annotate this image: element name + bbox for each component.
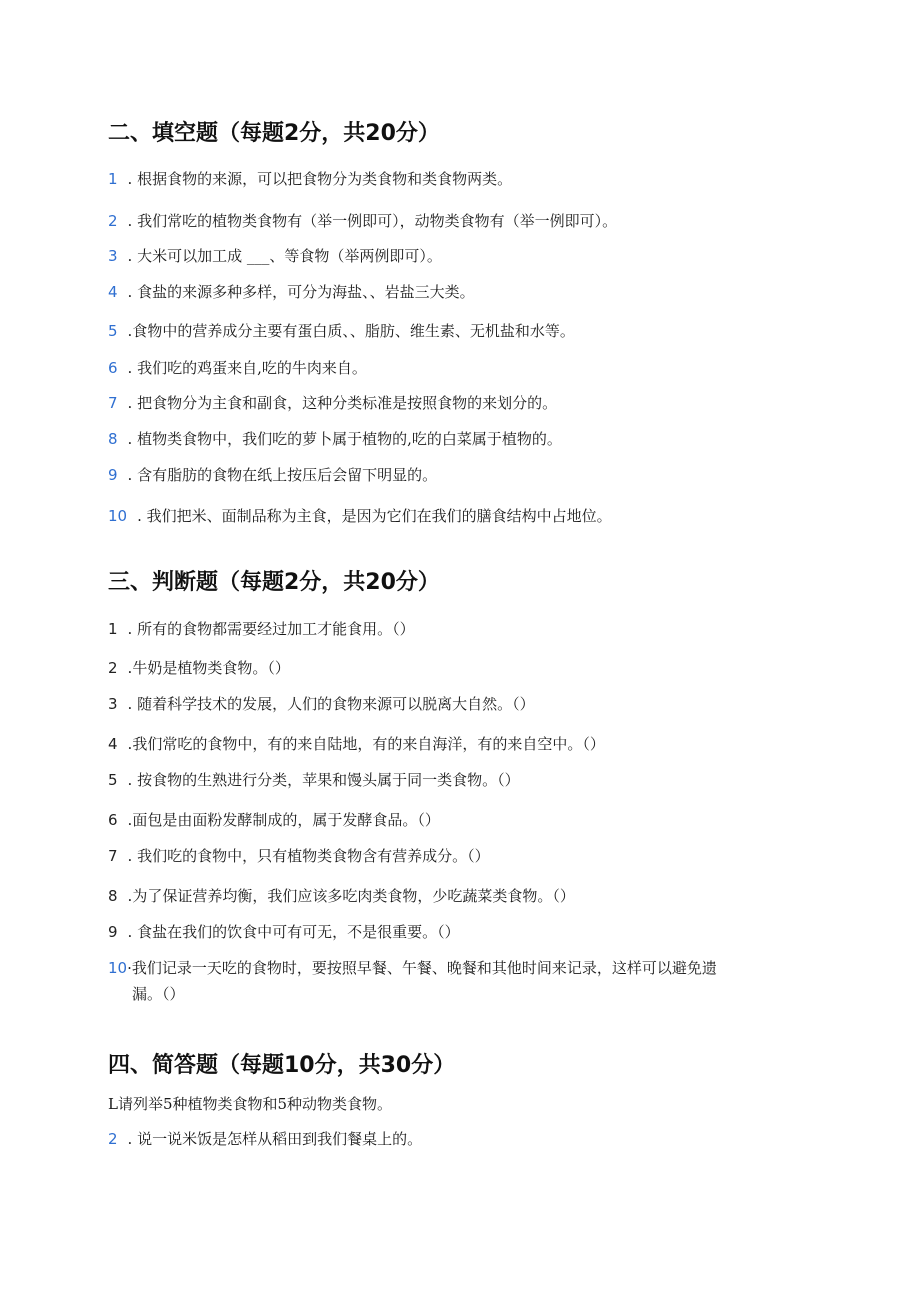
- question-item: [108, 955, 798, 1007]
- question-text: . 大米可以加工成 ___、等食物（举两例即可）。: [127, 247, 442, 265]
- question-text: .食物中的营养成分主要有蛋白质、、脂肪、维生素、无机盐和水等。: [127, 322, 575, 340]
- question-item: [108, 1126, 808, 1152]
- question-number: 4: [108, 735, 118, 753]
- question-number: 2: [108, 1130, 118, 1148]
- question-item: [108, 731, 808, 757]
- question-item: [108, 208, 808, 234]
- question-item: [108, 355, 808, 381]
- question-item: [108, 279, 808, 305]
- question-number: 2: [108, 659, 118, 677]
- question-item: [108, 318, 808, 344]
- question-number: 9: [108, 923, 118, 941]
- question-text: .面包是由面粉发酵制成的，属于发酵食品。（）: [127, 811, 440, 829]
- question-text: . 我们常吃的植物类食物有（举一例即可），动物类食物有（举一例即可）。: [127, 212, 618, 230]
- question-item: [108, 390, 808, 416]
- question-text: . 所有的食物都需要经过加工才能食用。（）: [127, 620, 415, 638]
- question-number: 1: [108, 170, 118, 188]
- question-number: 6: [108, 811, 118, 829]
- question-number: 3: [108, 247, 118, 265]
- question-item: [108, 655, 808, 681]
- section-heading-true-false: 三、判断题（每题2分，共20分）: [108, 570, 440, 595]
- question-text: .为了保证营养均衡，我们应该多吃肉类食物，少吃蔬菜类食物。（）: [127, 887, 575, 905]
- section-heading-fill-blank: 二、填空题（每题2分，共20分）: [108, 121, 440, 146]
- question-text: . 根据食物的来源，可以把食物分为类食物和类食物两类。: [127, 170, 513, 188]
- question-text: .我们常吃的食物中，有的来自陆地，有的来自海洋，有的来自空中。（）: [127, 735, 605, 753]
- question-number: 7: [108, 394, 118, 412]
- question-text: . 食盐的来源多种多样，可分为海盐、、岩盐三大类。: [127, 283, 475, 301]
- question-number: 5: [108, 322, 118, 340]
- question-text: . 说一说米饭是怎样从稻田到我们餐桌上的。: [127, 1130, 423, 1148]
- question-number: 8: [108, 887, 118, 905]
- question-number: 2: [108, 212, 118, 230]
- question-text: . 按食物的生熟进行分类，苹果和馒头属于同一类食物。（）: [127, 771, 520, 789]
- question-item: [108, 503, 808, 529]
- question-text: . 把食物分为主食和副食，这种分类标准是按照食物的来划分的。: [127, 394, 558, 412]
- question-number: 10: [108, 507, 128, 525]
- question-text: . 食盐在我们的饮食中可有可无，不是很重要。（）: [127, 923, 460, 941]
- question-number: 9: [108, 466, 118, 484]
- question-item: [108, 616, 808, 642]
- question-number: 4: [108, 283, 118, 301]
- question-item: [108, 883, 808, 909]
- section-heading-short-answer: 四、简答题（每题10分，共30分）: [108, 1053, 456, 1078]
- question-text: . 随着科学技术的发展，人们的食物来源可以脱离大自然。（）: [127, 695, 535, 713]
- question-item: [108, 426, 808, 452]
- question-item: [108, 807, 808, 833]
- question-text: .牛奶是植物类食物。（）: [127, 659, 290, 677]
- question-text: . 我们吃的鸡蛋来自,吃的牛肉来自。: [127, 359, 367, 377]
- question-item: [108, 843, 808, 869]
- question-text: ·我们记录一天吃的食物时，要按照早餐、午餐、晚餐和其他时间来记录，这样可以避免遗: [127, 959, 717, 977]
- question-text: L请列举5种植物类食物和5种动物类食物。: [108, 1095, 393, 1113]
- question-text: . 植物类食物中，我们吃的萝卜属于植物的,吃的白菜属于植物的。: [127, 430, 562, 448]
- question-text: . 我们吃的食物中，只有植物类食物含有营养成分。（）: [127, 847, 490, 865]
- question-item: [108, 243, 808, 269]
- question-item: [108, 691, 808, 717]
- question-text-continuation: 漏。（）: [132, 985, 185, 1003]
- question-number: 5: [108, 771, 118, 789]
- question-number: 6: [108, 359, 118, 377]
- question-number: 7: [108, 847, 118, 865]
- question-item: [108, 462, 808, 488]
- question-number: 3: [108, 695, 118, 713]
- question-number: 1: [108, 620, 118, 638]
- question-item: [108, 166, 808, 192]
- question-text: . 我们把米、面制品称为主食，是因为它们在我们的膳食结构中占地位。: [137, 507, 612, 525]
- question-item: [108, 1091, 808, 1117]
- question-text: . 含有脂肪的食物在纸上按压后会留下明显的。: [127, 466, 438, 484]
- question-number: 10: [108, 959, 128, 977]
- question-number: 8: [108, 430, 118, 448]
- question-item: [108, 767, 808, 793]
- question-item: [108, 919, 808, 945]
